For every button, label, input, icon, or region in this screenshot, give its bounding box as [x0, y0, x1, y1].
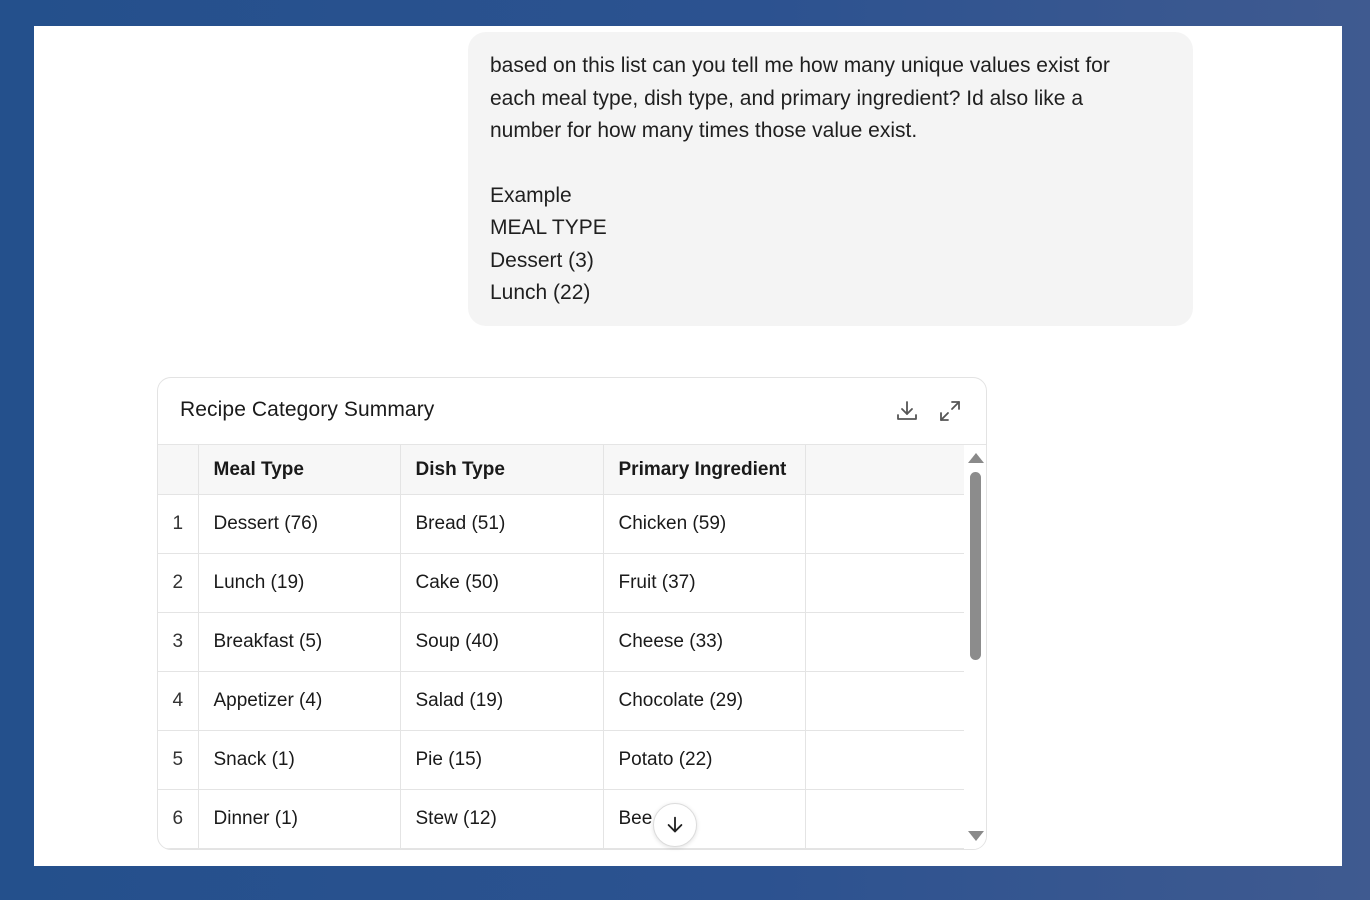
chat-canvas — [34, 26, 1342, 866]
recipe-summary-table-card — [157, 377, 987, 850]
column-header-dish-type[interactable]: Dish Type — [400, 445, 603, 495]
row-index: 6 — [158, 790, 198, 849]
table-cell: Dessert (76) — [198, 495, 400, 554]
table-cell: Stew (12) — [400, 790, 603, 849]
table-cell — [805, 672, 964, 731]
row-index: 2 — [158, 554, 198, 613]
table-cell — [805, 731, 964, 790]
column-header-empty — [805, 445, 964, 495]
table-cell: Cake (50) — [400, 554, 603, 613]
table-cell — [805, 613, 964, 672]
table-cell: Cheese (33) — [603, 613, 805, 672]
summary-table — [158, 445, 964, 849]
message-line: based on this list can you tell me how many unique values exist for — [490, 54, 1110, 77]
message-line: Dessert (3) — [490, 248, 594, 272]
scroll-to-bottom-button[interactable] — [653, 803, 697, 847]
table-cell — [805, 554, 964, 613]
message-line: MEAL TYPE — [490, 216, 607, 239]
table-cell: Lunch (19) — [198, 554, 400, 613]
row-index: 3 — [158, 613, 198, 672]
user-message-bubble — [468, 32, 1193, 326]
message-line: Example — [490, 183, 572, 207]
download-icon — [895, 399, 919, 423]
row-index: 5 — [158, 731, 198, 790]
table-cell — [603, 790, 805, 849]
message-line: number for how many times those value exist. — [490, 119, 918, 142]
column-header-index — [158, 445, 198, 495]
download-button[interactable] — [894, 398, 920, 424]
table-cell: Appetizer (4) — [198, 672, 400, 731]
table-card-header — [158, 378, 986, 445]
message-line: Lunch (22) — [490, 281, 591, 304]
table-cell: Breakfast (5) — [198, 613, 400, 672]
row-index: 4 — [158, 672, 198, 731]
row-index: 1 — [158, 495, 198, 554]
table-cell: Fruit (37) — [603, 554, 805, 613]
table-cell: Chicken (59) — [603, 495, 805, 554]
table-row — [158, 731, 964, 790]
table-row — [158, 790, 964, 849]
message-line: each meal type, dish type, and primary ingredient? Id also like a — [490, 86, 1083, 110]
table-cell — [805, 495, 964, 554]
cell-text-partial: Bee — [618, 808, 653, 829]
scroll-down-arrow-icon[interactable] — [968, 831, 984, 841]
scrollbar-thumb[interactable] — [970, 472, 981, 660]
table-cell: Salad (19) — [400, 672, 603, 731]
table-cell — [805, 790, 964, 849]
table-row — [158, 495, 964, 554]
scroll-up-arrow-icon[interactable] — [968, 453, 984, 463]
table-row — [158, 613, 964, 672]
table-cell: Potato (22) — [603, 731, 805, 790]
table-cell: Chocolate (29) — [603, 672, 805, 731]
table-cell: Bread (51) — [400, 495, 603, 554]
vertical-scrollbar[interactable] — [964, 445, 986, 849]
table-row — [158, 672, 964, 731]
table-cell: Snack (1) — [198, 731, 400, 790]
table-header-row — [158, 445, 964, 495]
table-scroll-area[interactable] — [158, 445, 964, 849]
column-header-primary-ingredient[interactable]: Primary Ingredient — [603, 445, 805, 495]
table-cell: Soup (40) — [400, 613, 603, 672]
arrow-down-icon — [664, 814, 686, 836]
expand-button[interactable] — [937, 398, 963, 424]
column-header-meal-type[interactable]: Meal Type — [198, 445, 400, 495]
table-cell: Dinner (1) — [198, 790, 400, 849]
table-row — [158, 554, 964, 613]
table-cell: Pie (15) — [400, 731, 603, 790]
table-title: Recipe Category Summary — [180, 398, 435, 421]
expand-icon — [938, 399, 962, 423]
